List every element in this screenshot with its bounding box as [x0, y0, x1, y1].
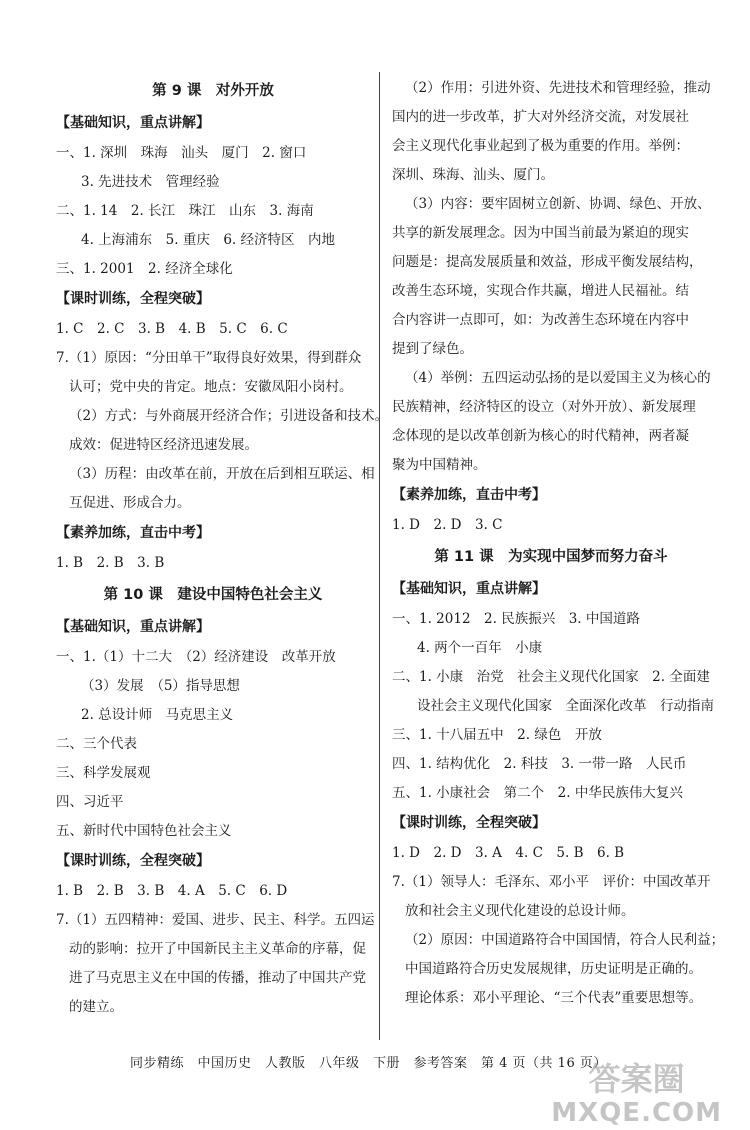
answer-line: 一、1.（1）十二大 （2）经济建设 改革开放: [56, 649, 336, 665]
answer-line: 共享的新发展理念。因为中国当前最为紧迫的现实: [392, 225, 689, 241]
answer-line: 4. 上海浦东 5. 重庆 6. 经济特区 内地: [81, 232, 336, 248]
answer-line: 改善生态环境，实现合作共赢，增进人民福祉。结: [392, 283, 689, 299]
watermark-url: MXQE.COM: [551, 1098, 722, 1128]
watermark: [551, 1062, 722, 1130]
answer-line: 三、科学发展观: [56, 765, 151, 781]
section-heading: 【课时训练，全程突破】: [392, 815, 546, 831]
answer-line: 动的影响：拉开了中国新民主主义革命的序幕，促: [69, 941, 366, 957]
answer-line: 2. 总设计师 马克思主义: [81, 707, 234, 723]
answer-line: 四、1. 结构优化 2. 科技 3. 一带一路 人民币: [392, 756, 687, 772]
answer-line: 1. B 2. B 3. B 4. A 5. C 6. D: [56, 883, 288, 899]
answer-line: 一、1. 深圳 珠海 汕头 厦门 2. 窗口: [56, 145, 307, 161]
lesson-10-title: 第 10 课 建设中国特色社会主义: [103, 587, 323, 603]
answer-line: （2）方式：与外商展开经济合作；引进设备和技术。: [69, 408, 389, 424]
left-column: [56, 74, 389, 1022]
answer-line: 7.（1）原因：“分田单干”取得良好效果，得到群众: [56, 350, 362, 366]
answer-line: 三、1. 2001 2. 经济全球化: [56, 261, 233, 277]
watermark-text: 答案圈: [588, 1060, 685, 1098]
answer-line: 二、1. 14 2. 长江 珠江 山东 3. 海南: [56, 203, 314, 219]
answer-line: 中国道路符合历史发展规律，历史证明是正确的。: [405, 961, 702, 977]
answer-line: （3）内容：要牢固树立创新、协调、绿色、开放、: [405, 196, 711, 212]
answer-line: （2）原因：中国道路符合中国国情，符合人民利益；: [405, 932, 725, 948]
section-heading: 【课时训练，全程突破】: [56, 853, 210, 869]
answer-line: 1. D 2. D 3. A 4. C 5. B 6. B: [392, 845, 625, 861]
section-heading: 【基础知识，重点讲解】: [56, 115, 210, 131]
answer-line: 的建立。: [69, 999, 123, 1015]
answer-line: 互促进、形成合力。: [69, 495, 191, 511]
answer-line: （2）作用：引进外资、先进技术和管理经验，推动: [405, 80, 711, 96]
answer-line: 7.（1）五四精神：爱国、进步、民主、科学。五四运: [56, 912, 375, 928]
lesson-11-title: 第 11 课 为实现中国梦而努力奋斗: [434, 549, 668, 565]
answer-line: 1. D 2. D 3. C: [392, 517, 503, 533]
answer-line: 五、1. 小康社会 第二个 2. 中华民族伟大复兴: [392, 785, 683, 801]
section-heading: 【素养加练，直击中考】: [56, 525, 210, 541]
answer-line: 4. 两个一百年 小康: [417, 640, 543, 656]
answer-line: 认可；党中央的肯定。地点：安徽凤阳小岗村。: [69, 379, 353, 395]
answer-line: 理论体系：邓小平理论、“三个代表”重要思想等。: [405, 990, 703, 1006]
column-divider: [379, 72, 380, 1040]
answer-line: 二、三个代表: [56, 736, 137, 752]
section-heading: 【素养加练，直击中考】: [392, 487, 546, 503]
answer-line: 五、新时代中国特色社会主义: [56, 823, 232, 839]
answer-line: 民族精神，经济特区的设立（对外开放）、新发展理: [392, 399, 696, 415]
answer-line: 四、习近平: [56, 794, 124, 810]
answer-line: （3）历程：由改革在前，开放在后到相互联运、相: [69, 466, 375, 482]
answer-line: 1. B 2. B 3. B: [56, 555, 165, 571]
answer-line: 三、1. 十八届五中 2. 绿色 开放: [392, 727, 602, 743]
lesson-9-title: 第 9 课 对外开放: [152, 83, 274, 99]
answer-line: （4）举例：五四运动弘扬的是以爱国主义为核心的: [405, 370, 711, 386]
answer-line: 放和社会主义现代化建设的总设计师。: [405, 903, 635, 919]
answer-line: 会主义现代化事业起到了极为重要的作用。举例：: [392, 138, 689, 154]
answer-line: 问题是：提高发展质量和效益，形成平衡发展结构，: [392, 254, 703, 270]
section-heading: 【课时训练，全程突破】: [56, 291, 210, 307]
answer-line: 合内容讲一点即可，如：为改善生态环境在内容中: [392, 312, 689, 328]
section-heading: 【基础知识，重点讲解】: [392, 581, 546, 597]
page-footer: 同步精练 中国历史 人教版 八年级 下册 参考答案 第 4 页（共 16 页）: [130, 1056, 607, 1071]
answer-line: （3）发展 （5）指导思想: [81, 678, 240, 694]
answer-line: 深圳、珠海、汕头、厦门。: [392, 167, 554, 183]
section-heading: 【基础知识，重点讲解】: [56, 619, 210, 635]
right-column: [392, 74, 725, 1013]
answer-line: 提到了绿色。: [392, 341, 473, 357]
answer-line: 念体现的是以改革创新为核心的时代精神，两者凝: [392, 428, 689, 444]
answer-line: 进了马克思主义在中国的传播，推动了中国共产党: [69, 970, 366, 986]
answer-line: 聚为中国精神。: [392, 457, 487, 473]
answer-line: 成效：促进特区经济迅速发展。: [69, 437, 258, 453]
answer-line: 二、1. 小康 治党 社会主义现代化国家 2. 全面建: [392, 669, 710, 685]
answer-line: 7.（1）领导人：毛泽东、邓小平 评价：中国改革开: [392, 874, 711, 890]
answer-line: 国内的进一步改革，扩大对外经济交流，对发展社: [392, 109, 689, 125]
answer-line: 一、1. 2012 2. 民族振兴 3. 中国道路: [392, 611, 640, 627]
answer-line: 1. C 2. C 3. B 4. B 5. C 6. C: [56, 321, 288, 337]
answer-line: 设社会主义现代化国家 全面深化改革 行动指南: [417, 698, 714, 714]
answer-line: 3. 先进技术 管理经验: [81, 174, 220, 190]
